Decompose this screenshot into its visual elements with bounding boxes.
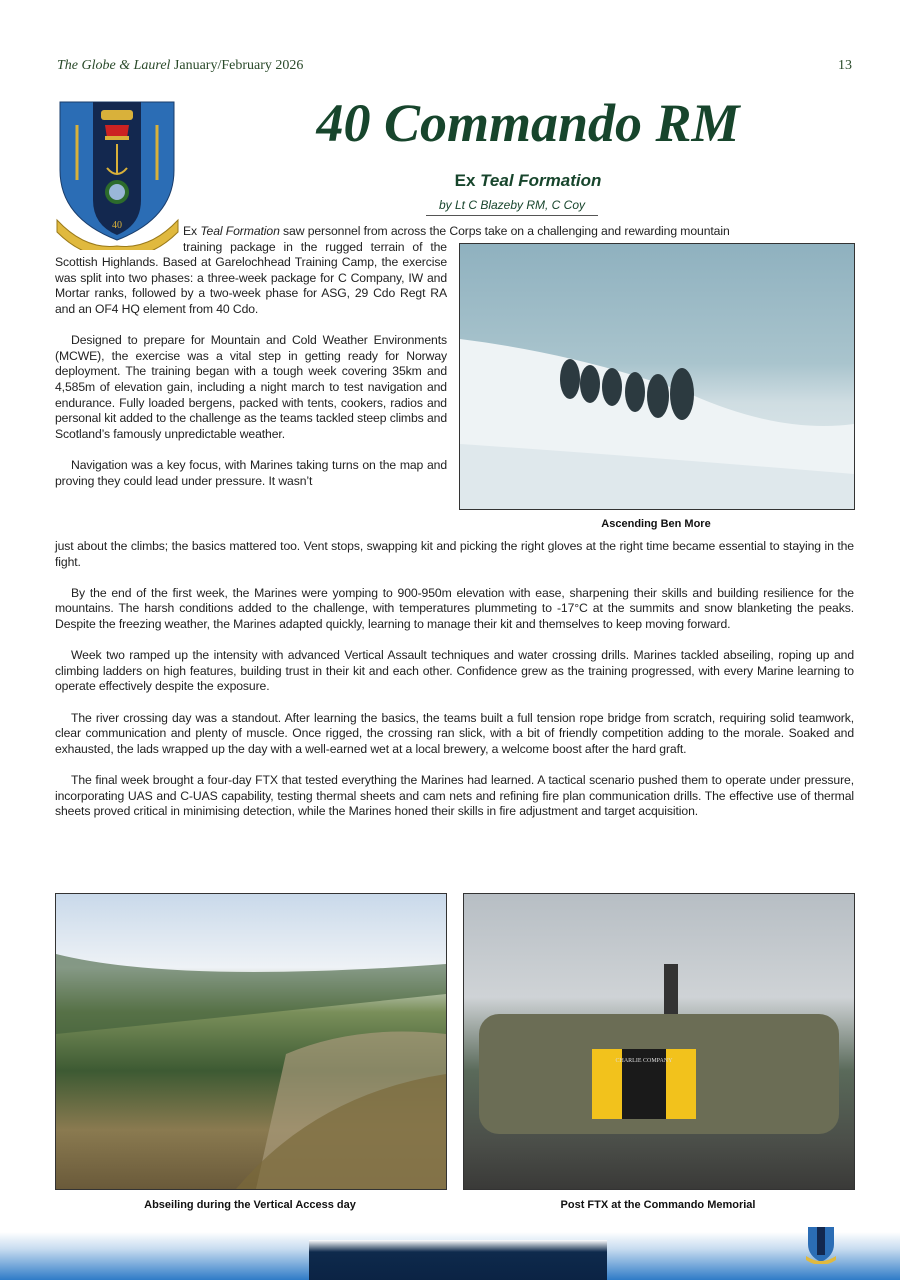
commando-crest-logo — [55, 100, 180, 250]
caption-abseiling: Abseiling during the Vertical Access day — [144, 1199, 356, 1211]
caption-ben-more: Ascending Ben More — [601, 518, 711, 530]
article-title: 40 Commando RM — [316, 93, 740, 153]
svg-text:CHARLIE COMPANY: CHARLIE COMPANY — [615, 1058, 673, 1064]
paragraph-mcwe: Designed to prepare for Mountain and Cold Weather Environments (MCWE), the exercise was a vital step in getting ready for Norway deployment. The training began with a tough week covering 35km and 4,585m of elevation gain, including a night march to test navigation and endurance. Fully loaded bergens, packed with tents, cookers, radios and personal kit added to the challenge as the teams tackled steep climbs and Scotland’s famously unpredictable weather. — [55, 333, 447, 441]
photo-abseiling — [55, 893, 447, 1190]
article-byline: by Lt C Blazeby RM, C Coy — [426, 198, 598, 216]
caption-memorial: Post FTX at the Commando Memorial — [560, 1199, 756, 1211]
paragraph-first-week: By the end of the first week, the Marines were yomping to 900-950m elevation with ease, sharpening their skills and building resilience for the mountains. The harsh conditions added to the challenge, with temperatures plummeting to -17°C at the summits and snow blanketing the peaks. Despite the freezing weather, the Marines adapted quickly, learning to manage their kit and themselves to keep moving forward. — [55, 585, 854, 631]
footer-navy-block — [309, 1240, 607, 1280]
footer-crest-icon — [806, 1226, 836, 1264]
issue-date: January/February 2026 — [173, 58, 304, 73]
full-width-text — [55, 539, 854, 835]
paragraph-week-two: Week two ramped up the intensity with advanced Vertical Assault techniques and water crossing drills. Marines tackled abseiling, roping up and climbing ladders on high features, building trust in their kit and each other. Confidence grew as the training progressed, with every Marine learning to operate effectively despite the exposure. — [55, 648, 854, 694]
article-subtitle: Ex Teal Formation — [454, 171, 602, 190]
intro-first-line: Ex Teal Formation saw personnel from across the Corps take on a challenging and rewarding mountain — [183, 224, 730, 238]
photo-ascending-ben-more — [459, 243, 855, 510]
paragraph-final-week: The final week brought a four-day FTX that tested everything the Marines had learned. A tactical scenario pushed them to operate under pressure, incorporating UAS and C-UAS capability, testing thermal sheets and cam nets and refining fire plan communication drills. The effective use of thermal sheets proved critical in minimising detection, while the Marines honed their skills in fire adjustment and target acquisition. — [55, 772, 854, 819]
paragraph-river-crossing: The river crossing day was a standout. After learning the basics, the teams built a full tension rope bridge from scratch, requiring solid teamwork, clear communication and plenty of muscle. Once rigged, the crossing ran slick, with a bit of friendly competition adding to the morale. Soaked and exhausted, the lads wrapped up the day with a well-earned wet at a local brewery, a welcome boost after the hard graft. — [55, 710, 854, 756]
left-column-text — [55, 240, 447, 490]
paragraph-navigation-a: Navigation was a key focus, with Marines taking turns on the map and proving they could lead under pressure. It wasn’t — [55, 457, 447, 488]
page-number: 13 — [838, 58, 852, 73]
paragraph-navigation-b: just about the climbs; the basics mattered too. Vent stops, swapping kit and picking the right gloves at the right time became essential to staying in the fight. — [55, 539, 854, 569]
intro-paragraph: training package in the rugged terrain of the Scottish Highlands. Based at Garelochhead Training Camp, the exercise was split into two phases: a three-week package for C Company, IW and Mortar ranks, followed by a two-week phase for ASG, 29 Cdo Regt RA and an OF4 HQ element from 40 Cdo. — [55, 239, 447, 316]
svg-text:40: 40 — [112, 220, 122, 231]
running-header — [57, 58, 303, 74]
photo-commando-memorial — [463, 893, 855, 1190]
publication-name: The Globe & Laurel — [57, 58, 171, 73]
